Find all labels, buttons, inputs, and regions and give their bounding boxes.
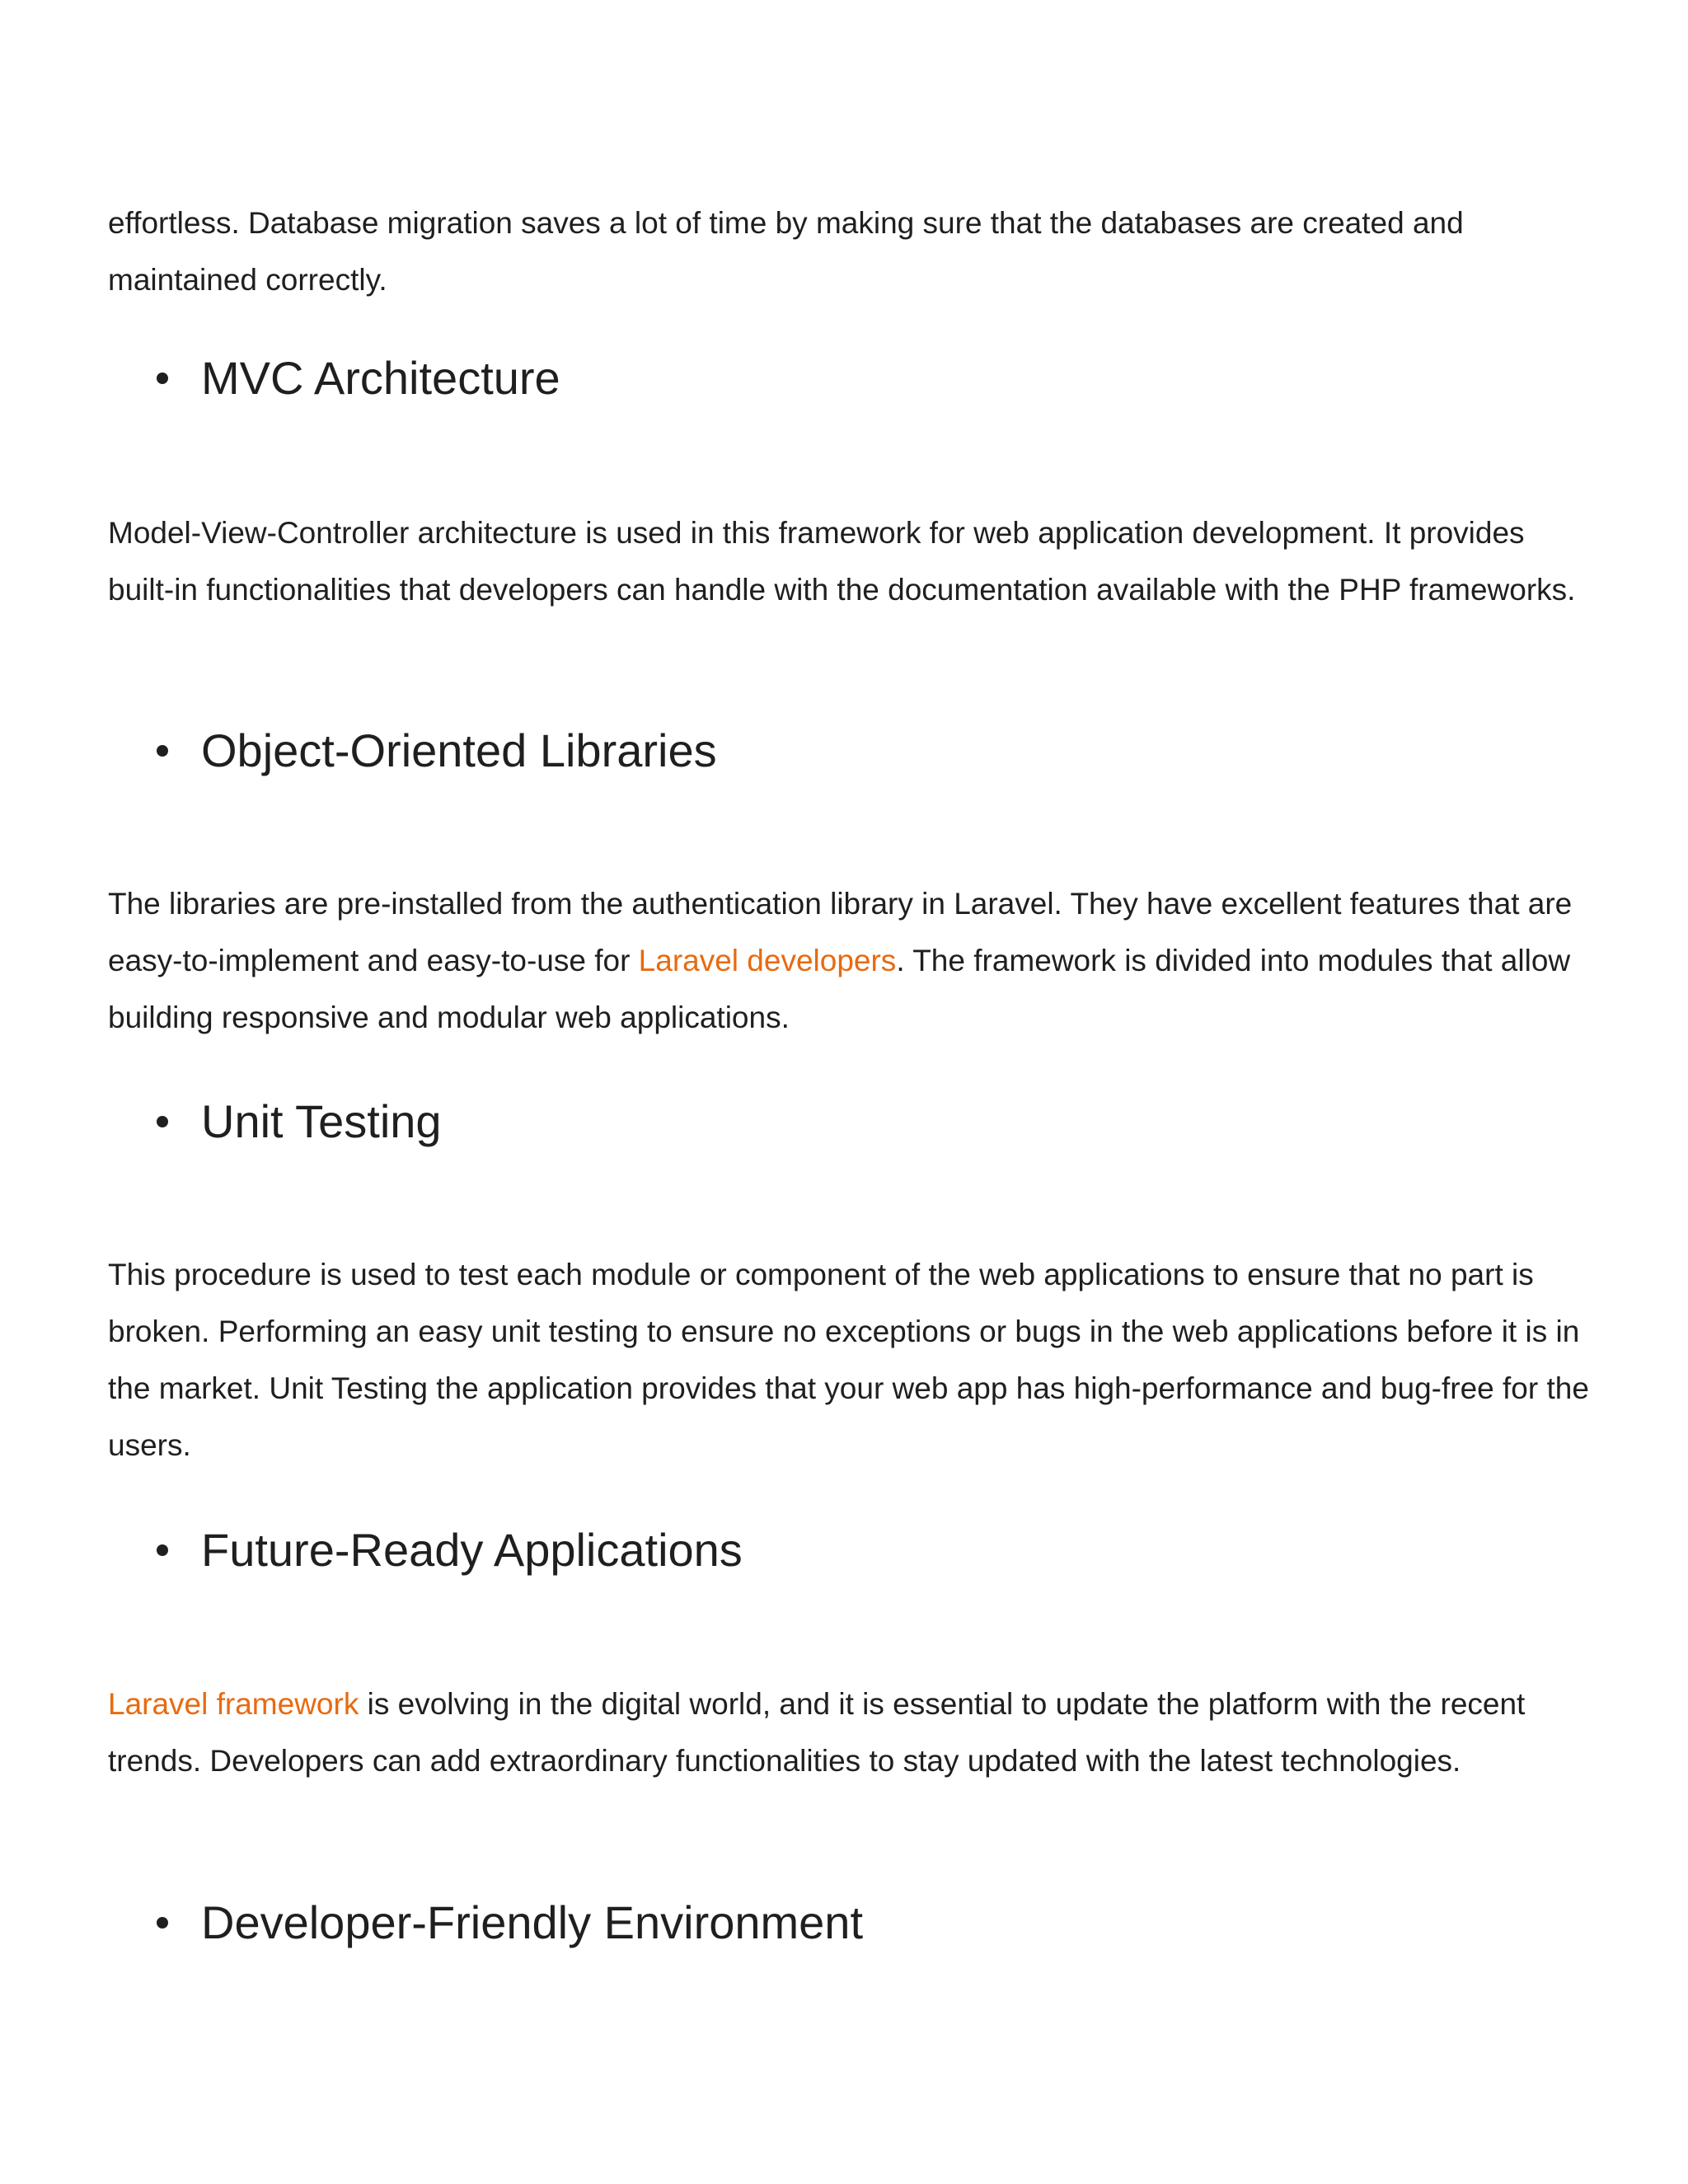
- heading-text: MVC Architecture: [201, 352, 560, 404]
- libraries-text-before: The libraries are pre-installed from the authentication library in Laravel. They have excellent features that are easy-to-implement and easy-to-use for: [108, 887, 1573, 977]
- heading-text: Future-Ready Applications: [201, 1524, 743, 1576]
- libraries-paragraph: [108, 875, 1592, 1046]
- heading-text: Object-Oriented Libraries: [201, 724, 717, 776]
- mvc-text: Model-View-Controller architecture is used in this framework for web application development. It provides built-in functionalities that developers can handle with the documentation available with the PHP frameworks.: [108, 516, 1576, 607]
- laravel-framework-link[interactable]: Laravel framework: [108, 1687, 359, 1721]
- heading-unit-testing: [157, 1093, 442, 1151]
- heading-developer-friendly-environment: [157, 1894, 863, 1952]
- future-ready-paragraph: [108, 1675, 1592, 1789]
- heading-object-oriented-libraries: [157, 722, 717, 780]
- bullet-icon: [157, 1544, 168, 1556]
- intro-paragraph: [108, 194, 1592, 308]
- bullet-icon: [157, 1116, 168, 1127]
- libraries-text-after: . The framework is divided into modules that allow building responsive and modular web applications.: [108, 944, 1571, 1034]
- bullet-icon: [157, 1917, 168, 1929]
- heading-text: Developer-Friendly Environment: [201, 1896, 864, 1948]
- heading-mvc-architecture: [157, 349, 560, 407]
- intro-text: effortless. Database migration saves a lot of time by making sure that the databases are created and maintained correctly.: [108, 206, 1464, 297]
- bullet-icon: [157, 373, 168, 384]
- unit-testing-text: This procedure is used to test each module or component of the web applications to ensure that no part is broken. Performing an easy unit testing to ensure no exceptions or bugs in the web applications before it is in the market. Unit Testing the application provides that your web app has high-performance and bug-free for the users.: [108, 1258, 1589, 1462]
- heading-text: Unit Testing: [201, 1095, 442, 1147]
- mvc-paragraph: [108, 504, 1592, 618]
- laravel-developers-link[interactable]: Laravel developers: [638, 944, 897, 977]
- heading-future-ready-applications: [157, 1521, 743, 1579]
- future-ready-text: is evolving in the digital world, and it is essential to update the platform with the recent trends. Developers can add extraordinary functionalities to stay updated with the latest technologies.: [108, 1687, 1526, 1778]
- bullet-icon: [157, 745, 168, 757]
- unit-testing-paragraph: [108, 1246, 1592, 1474]
